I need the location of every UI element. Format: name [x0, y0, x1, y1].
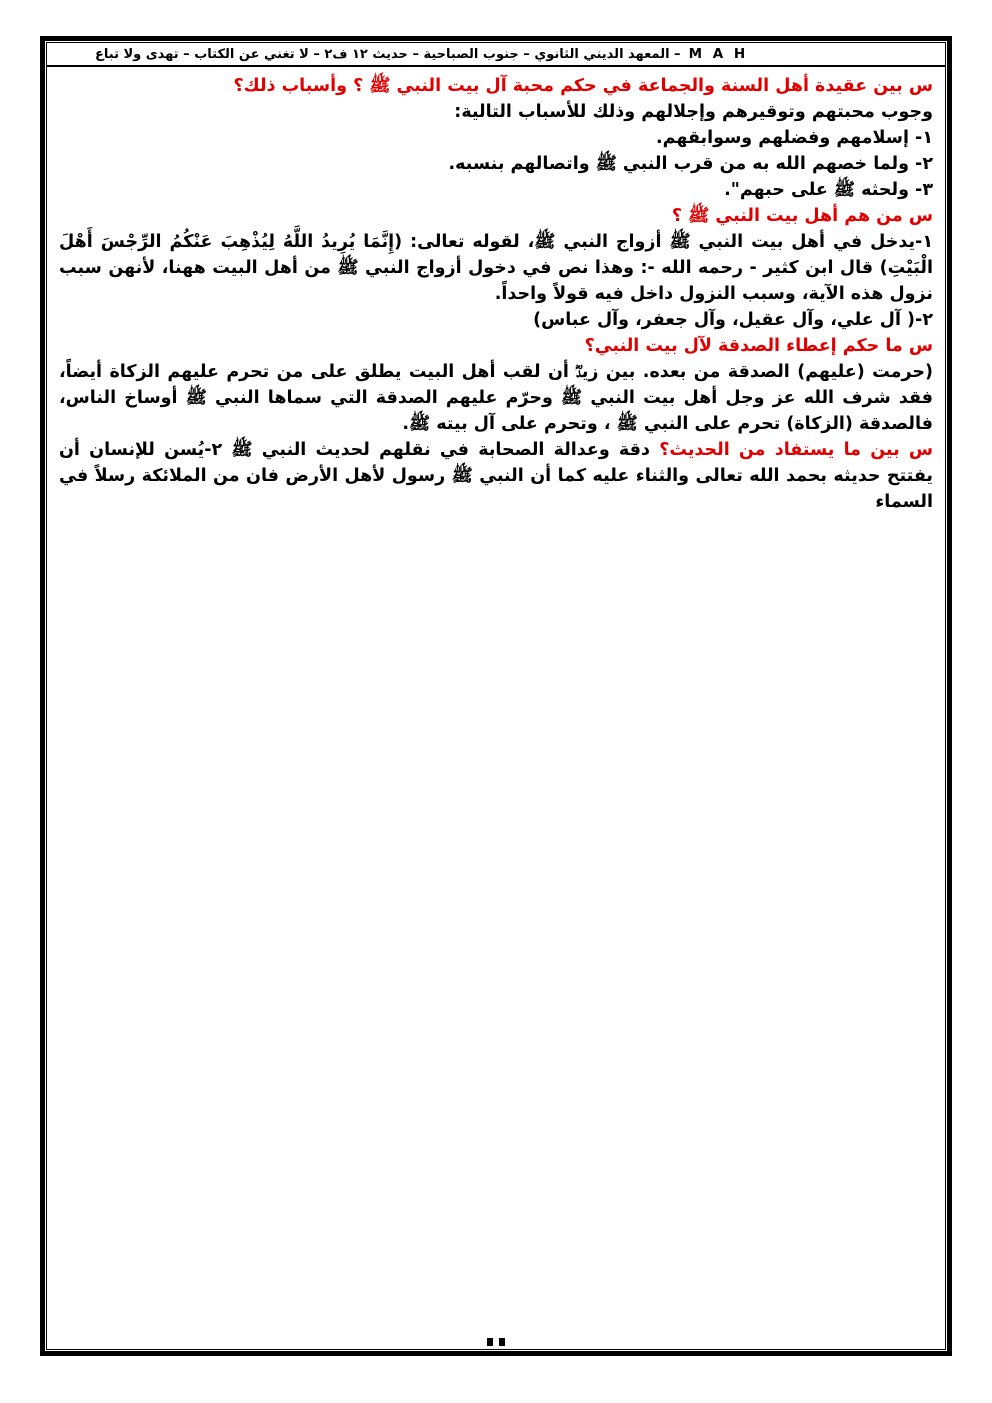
- page-frame-inner: [46, 42, 946, 1350]
- header-author-initials: M A H: [688, 46, 749, 62]
- footer-page-marks: [487, 1338, 505, 1346]
- question-4-with-answer: [59, 437, 933, 515]
- page-frame: [40, 36, 952, 1356]
- footer-mark: [487, 1338, 493, 1346]
- footer-mark: [499, 1338, 505, 1346]
- answer-3-paragraph: (حرمت (عليهم) الصدقة من بعده. بين زيدؓ أن لقب أهل البيت يطلق على من تحرم عليهم الزكاة أيضاً، فقد شرف الله عز وجل أهل بيت النبي ﷺ وحرّم عليهم الصدقة التي سماها النبي ﷺ أوساخ الناس، فالصدقة (الزكاة) تحرم على النبي ﷺ ، وتحرم على آل بيته ﷺ.: [59, 362, 933, 434]
- page-header: [47, 43, 945, 67]
- answer-1-item-3: ٣- ولحثه ﷺ على حبهم".: [724, 180, 933, 200]
- question-sadaqah-ruling: س ما حكم إعطاء الصدقة لآل بيت النبي؟: [584, 336, 933, 356]
- answer-1-item-1: ١- إسلامهم وفضلهم وسوابقهم.: [656, 128, 933, 148]
- answer-1-intro: وجوب محبتهم وتوقيرهم وإجلالهم وذلك للأسباب التالية:: [454, 102, 933, 122]
- answer-2-families-list: ٢-( آل علي، وآل عقيل، وآل جعفر، وآل عباس): [533, 310, 933, 330]
- header-institute-title: المعهد الديني الثانوي – جنوب الصباحية – حديث ١٢ ف٢ – لا تغني عن الكتاب – تهدى ولا تباع –: [95, 47, 681, 62]
- question-love-ahlalbayt: س بين عقيدة أهل السنة والجماعة في حكم محبة آل بيت النبي ﷺ ؟ وأسباب ذلك؟: [233, 76, 933, 96]
- answer-1-item-2: ٢- ولما خصهم الله به من قرب النبي ﷺ واتصالهم بنسبه.: [448, 154, 933, 174]
- answer-2-paragraph: ١-يدخل في أهل بيت النبي ﷺ أزواج النبي ﷺ، لقوله تعالى: (إِنَّمَا يُرِيدُ اللَّهُ لِيُذْهِبَ عَنْكُمُ الرِّجْسَ أَهْلَ الْبَيْتِ) قال ابن كثير - رحمه الله -: وهذا نص في دخول أزواج النبي ﷺ من أهل البيت ههنا، لأنهن سبب نزول هذه الآية، وسبب النزول داخل فيه قولاً واحداً.: [59, 232, 933, 304]
- question-hadith-benefits: س بين ما يستفاد من الحديث؟: [659, 440, 933, 460]
- worksheet-content: [47, 67, 945, 515]
- question-who-are-ahlalbayt: س من هم أهل بيت النبي ﷺ ؟: [671, 206, 933, 226]
- answer-4-text: دقة وعدالة الصحابة في نقلهم لحديث النبي ﷺ ٢-يُسن للإنسان أن يفتتح حديثه بحمد الله تعالى والثناء عليه كما أن النبي ﷺ رسول لأهل الأرض فان من الملائكة رسلاً في السماء: [59, 440, 933, 512]
